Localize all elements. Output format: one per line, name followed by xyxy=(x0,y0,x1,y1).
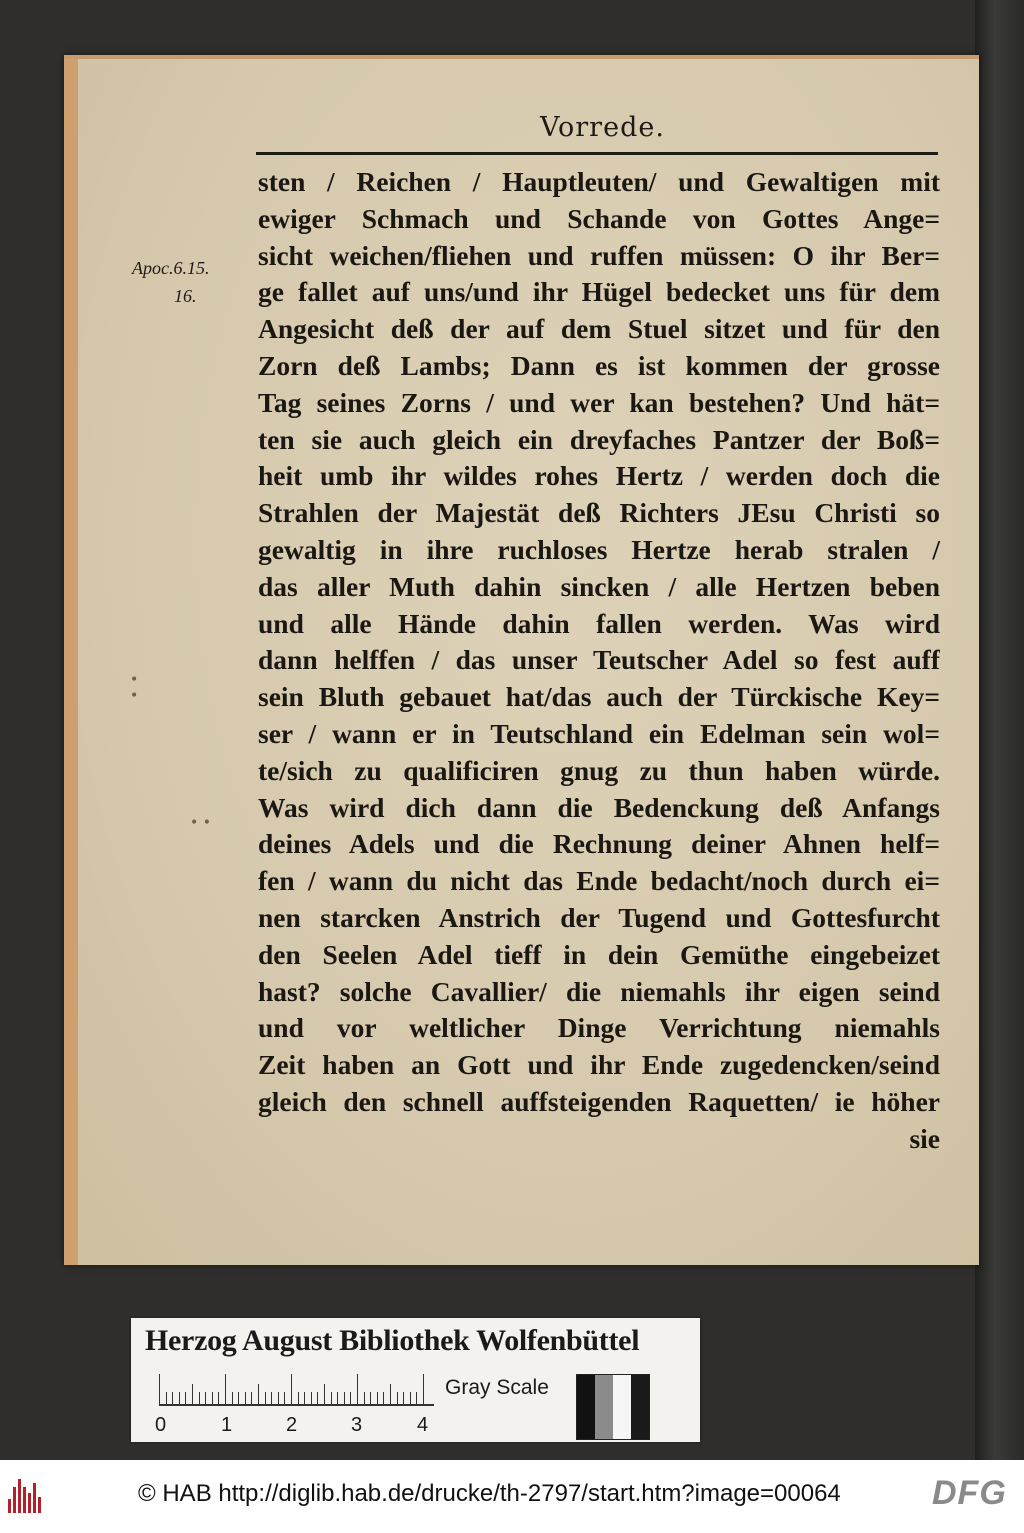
text-line: Zeit haben an Gott und ihr Ende zugedencken/seind xyxy=(258,1049,940,1081)
body-text xyxy=(258,164,940,1158)
ruler-tick xyxy=(377,1392,378,1404)
text-line: te/sich zu qualificiren gnug zu thun haben würde. xyxy=(258,754,940,786)
text-line: fen / wann du nicht das Ende bedacht/noch durch ei= xyxy=(258,865,940,897)
ruler-tick xyxy=(317,1392,318,1404)
text-line: das aller Muth dahin sincken / alle Hertzen beben xyxy=(258,570,940,602)
text-line: Angesicht deß der auf dem Stuel sitzet und für den xyxy=(258,313,940,345)
text-line: gleich den schnell auffsteigenden Raquetten/ ie höher xyxy=(258,1085,940,1117)
text-line: dann helffen / das unser Teutscher Adel so fest auff xyxy=(258,644,940,676)
ruler-number: 3 xyxy=(351,1414,363,1436)
text-line: Strahlen der Majestät deß Richters JEsu Christi so xyxy=(258,497,940,529)
text-line: hast? solche Cavallier/ die niemahls ihr eigen seind xyxy=(258,975,940,1007)
text-line: ewiger Schmach und Schande von Gottes Ange= xyxy=(258,202,940,234)
page-headline: Vorrede. xyxy=(540,112,665,143)
text-line: ge fallet auf uns/und ihr Hügel bedecket uns für dem xyxy=(258,276,940,308)
text-line: Tag seines Zorns / und wer kan bestehen? Und hät= xyxy=(258,386,940,418)
footer-bar xyxy=(0,1460,1024,1533)
ruler-tick xyxy=(311,1392,312,1404)
text-line: und vor weltlicher Dinge Verrichtung niemahls xyxy=(258,1012,940,1044)
library-label-card xyxy=(131,1318,700,1442)
ruler-tick xyxy=(258,1384,259,1404)
margin-mark: • • xyxy=(190,815,211,831)
ruler-tick xyxy=(218,1392,219,1404)
text-line: den Seelen Adel tieff in dein Gemüthe eingebeizet xyxy=(258,938,940,970)
ruler-tick xyxy=(159,1374,160,1404)
ruler-tick xyxy=(324,1384,325,1404)
gray-scale-label: Gray Scale xyxy=(445,1376,549,1399)
ruler-tick xyxy=(291,1374,292,1404)
ruler-tick xyxy=(185,1392,186,1404)
ruler-tick xyxy=(212,1392,213,1404)
ruler-tick xyxy=(304,1392,305,1404)
scale-ruler xyxy=(159,1374,434,1406)
text-line: sten / Reichen / Hauptleuten/ und Gewaltigen mit xyxy=(258,166,940,197)
ruler-tick xyxy=(205,1392,206,1404)
ruler-number: 4 xyxy=(417,1414,429,1436)
ruler-tick xyxy=(278,1392,279,1404)
headline-rule xyxy=(256,152,938,155)
ruler-tick xyxy=(410,1392,411,1404)
ruler-tick xyxy=(271,1392,272,1404)
ruler-tick xyxy=(251,1392,252,1404)
ruler-tick xyxy=(370,1392,371,1404)
ruler-tick xyxy=(337,1392,338,1404)
ruler-tick xyxy=(199,1392,200,1404)
ruler-tick xyxy=(284,1392,285,1404)
ruler-tick xyxy=(390,1384,391,1404)
ruler-tick xyxy=(344,1392,345,1404)
ruler-tick xyxy=(265,1392,266,1404)
text-line: ten sie auch gleich ein dreyfaches Pantzer der Boß= xyxy=(258,423,940,455)
ruler-tick xyxy=(192,1384,193,1404)
ruler-number: 0 xyxy=(155,1414,167,1436)
ruler-tick xyxy=(166,1392,167,1404)
text-line: sein Bluth gebauet hat/das auch der Türckische Key= xyxy=(258,681,940,713)
text-line: sicht weichen/fliehen und ruffen müssen: O ihr Ber= xyxy=(258,239,940,271)
margin-note-verse: 16. xyxy=(174,286,197,306)
library-name: Herzog August Bibliothek Wolfenbüttel xyxy=(145,1324,640,1357)
text-line: nen starcken Anstrich der Tugend und Gottesfurcht xyxy=(258,901,940,933)
text-line: gewaltig in ihre ruchloses Hertze herab stralen / xyxy=(258,533,940,565)
ruler-tick xyxy=(350,1392,351,1404)
text-line: heit umb ihr wildes rohes Hertz / werden doch die xyxy=(258,460,940,492)
ruler-tick xyxy=(238,1392,239,1404)
ruler-tick xyxy=(364,1392,365,1404)
scan-dark-edge xyxy=(975,0,1024,1460)
ruler-tick xyxy=(245,1392,246,1404)
ruler-tick xyxy=(331,1392,332,1404)
text-line: Was wird dich dann die Bedenckung deß Anfangs xyxy=(258,791,940,823)
ruler-tick xyxy=(383,1392,384,1404)
ruler-tick xyxy=(357,1374,358,1404)
hab-logo-icon xyxy=(8,1477,44,1513)
gray-scale-swatch xyxy=(576,1374,650,1440)
ruler-number: 2 xyxy=(286,1414,298,1436)
ruler-tick xyxy=(179,1392,180,1404)
text-line: sie xyxy=(909,1122,940,1154)
dfg-logo: DFG xyxy=(932,1474,1007,1512)
ruler-tick xyxy=(403,1392,404,1404)
margin-mark: • • xyxy=(130,672,139,704)
ruler-tick xyxy=(416,1392,417,1404)
page-top-edge xyxy=(64,55,979,59)
text-line: deines Adels und die Rechnung deiner Ahnen helf= xyxy=(258,828,940,860)
ruler-tick xyxy=(397,1392,398,1404)
ruler-tick xyxy=(298,1392,299,1404)
text-line: und alle Hände dahin fallen werden. Was wird xyxy=(258,607,940,639)
text-line: Zorn deß Lambs; Dann es ist kommen der grosse xyxy=(258,349,940,381)
ruler-tick xyxy=(232,1392,233,1404)
ruler-tick xyxy=(225,1374,226,1404)
text-line: ser / wann er in Teutschland ein Edelman sein wol= xyxy=(258,717,940,749)
ruler-tick xyxy=(423,1374,424,1404)
ruler-tick xyxy=(172,1392,173,1404)
ruler-number: 1 xyxy=(221,1414,233,1436)
margin-note-reference: Apoc.6.15. xyxy=(132,258,210,278)
copyright-url[interactable]: © HAB http://diglib.hab.de/drucke/th-2797/start.htm?image=00064 xyxy=(138,1480,841,1507)
